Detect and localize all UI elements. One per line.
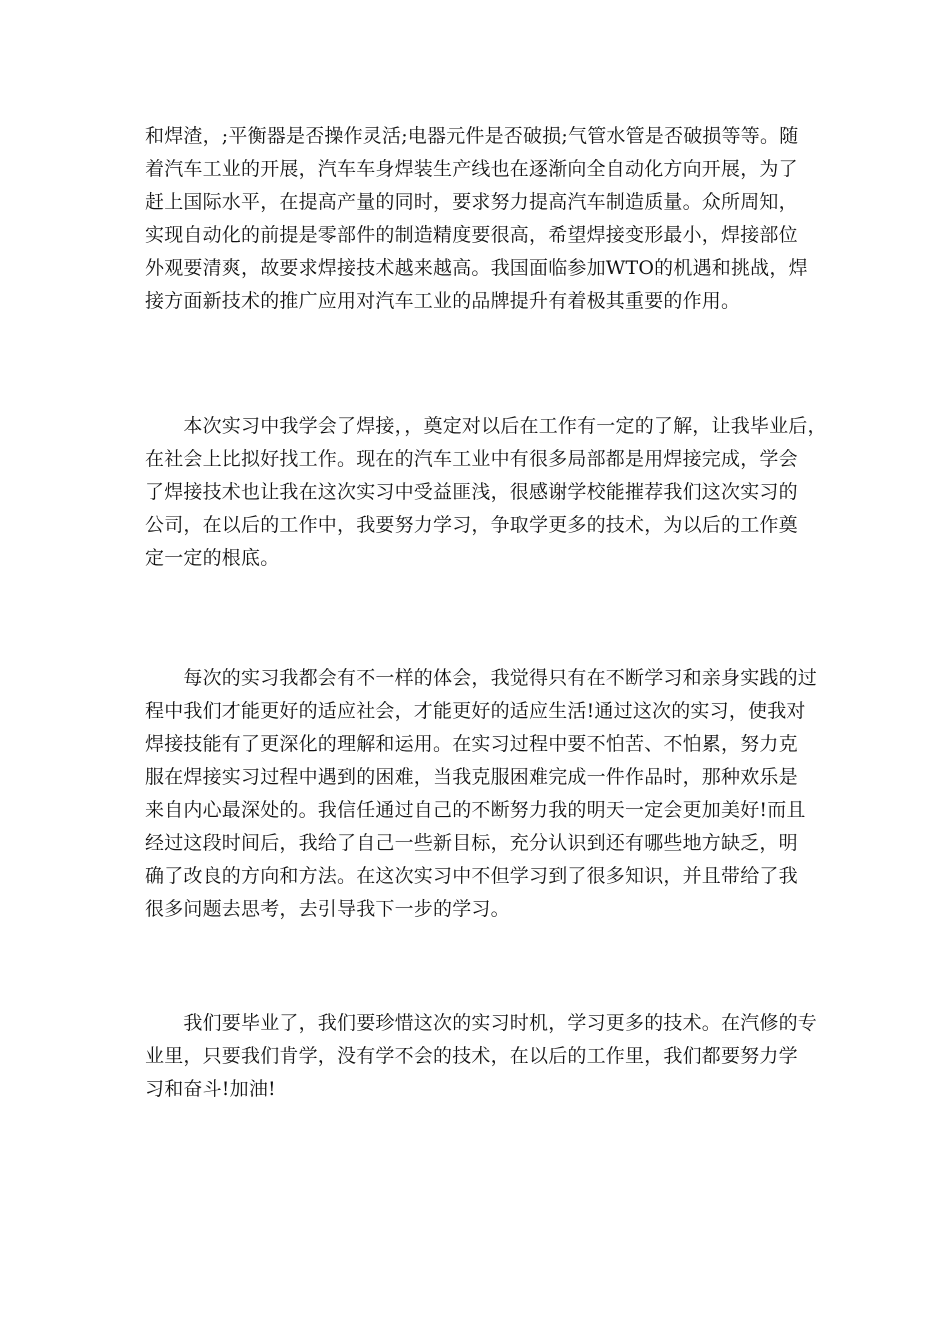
text-line: 业里，只要我们肯学，没有学不会的技术，在以后的工作里，我们都要努力学 [145, 1045, 798, 1067]
paragraph-3 [145, 662, 835, 926]
text-line: 焊接技能有了更深化的理解和运用。在实习过程中要不怕苦、不怕累，努力克 [145, 733, 798, 755]
paragraph-4 [145, 1007, 835, 1106]
text-line: 在社会上比拟好找工作。现在的汽车工业中有很多局部都是用焊接完成，学会 [145, 448, 798, 470]
text-line: 程中我们才能更好的适应社会，才能更好的适应生活!通过这次的实习，使我对 [145, 700, 806, 722]
text-line: 外观要清爽，故要求焊接技术越来越高。我国面临参加WTO的机遇和挑战，焊 [145, 257, 808, 279]
text-line: 来自内心最深处的。我信任通过自己的不断努力我的明天一定会更加美好!而且 [145, 799, 806, 821]
paragraph-2 [145, 410, 835, 575]
text-line: 了焊接技术也让我在这次实习中受益匪浅，很感谢学校能摧荐我们这次实习的 [145, 481, 798, 503]
text-line: 习和奋斗!加油! [145, 1078, 276, 1100]
text-line: 实现自动化的前提是零部件的制造精度要很高，希望焊接变形最小，焊接部位 [145, 224, 798, 246]
text-line: 确了改良的方向和方法。在这次实习中不但学习到了很多知识，并且带给了我 [145, 865, 798, 887]
text-line: 定一定的根底。 [145, 547, 280, 569]
text-line: 本次实习中我学会了焊接，，奠定对以后在工作有一定的了解，让我毕业后， [145, 415, 827, 437]
text-line: 着汽车工业的开展，汽车车身焊装生产线也在逐渐向全自动化方向开展，为了 [145, 158, 798, 180]
text-line: 公司，在以后的工作中，我要努力学习，争取学更多的技术，为以后的工作奠 [145, 514, 798, 536]
text-line: 我们要毕业了，我们要珍惜这次的实习时机，学习更多的技术。在汽修的专 [145, 1012, 818, 1034]
text-line: 接方面新技术的推广应用对汽车工业的品牌提升有着极其重要的作用。 [145, 290, 741, 312]
text-line: 赶上国际水平，在提高产量的同时，要求努力提高汽车制造质量。众所周知， [145, 191, 798, 213]
text-line: 很多问题去思考，去引导我下一步的学习。 [145, 898, 510, 920]
text-line: 每次的实习我都会有不一样的体会，我觉得只有在不断学习和亲身实践的过 [145, 667, 818, 689]
text-line: 和焊渣，;平衡器是否操作灵活;电器元件是否破损;气管水管是否破损等等。随 [145, 125, 799, 147]
text-line: 服在焊接实习过程中遇到的困难，当我克服困难完成一件作品时，那种欢乐是 [145, 766, 798, 788]
paragraph-1 [145, 120, 835, 318]
text-line: 经过这段时间后，我给了自己一些新目标，充分认识到还有哪些地方缺乏，明 [145, 832, 798, 854]
